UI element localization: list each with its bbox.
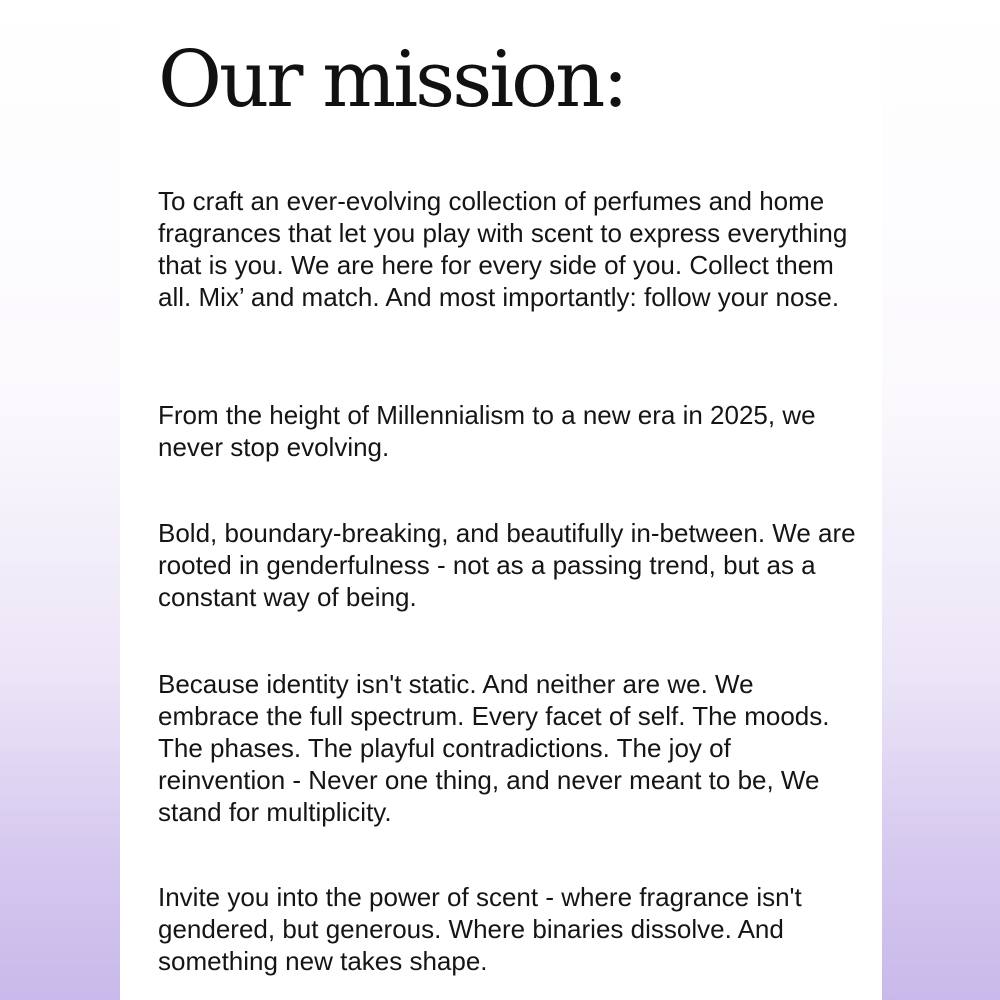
page-title: Our mission: [158, 35, 626, 125]
mission-paragraph-2: From the height of Millennialism to a new era in 2025, we never stop evolving. [158, 400, 816, 462]
mission-panel [120, 0, 882, 1000]
right-gradient-margin [882, 0, 1000, 1000]
mission-paragraph-3: Bold, boundary-breaking, and beautifully in-between. We are rooted in genderfulness - not as a passing trend, but as a constant way of being. [158, 518, 856, 612]
mission-paragraph-5: Invite you into the power of scent - where fragrance isn't gendered, but generous. Where binaries dissolve. And something new takes shape. [158, 882, 802, 976]
left-gradient-margin [0, 0, 120, 1000]
mission-paragraph-4: Because identity isn't static. And neither are we. We embrace the full spectrum. Every facet of self. The moods. The phases. The playful contradictions. The joy of reinvention - Never one thing, and never meant to be, We stand for multiplicity. [158, 669, 830, 827]
mission-paragraph-1: To craft an ever-evolving collection of perfumes and home fragrances that let you play with scent to express everything that is you. We are here for every side of you. Collect them all. Mix’ and match. And most importantly: follow your nose. [158, 186, 848, 312]
